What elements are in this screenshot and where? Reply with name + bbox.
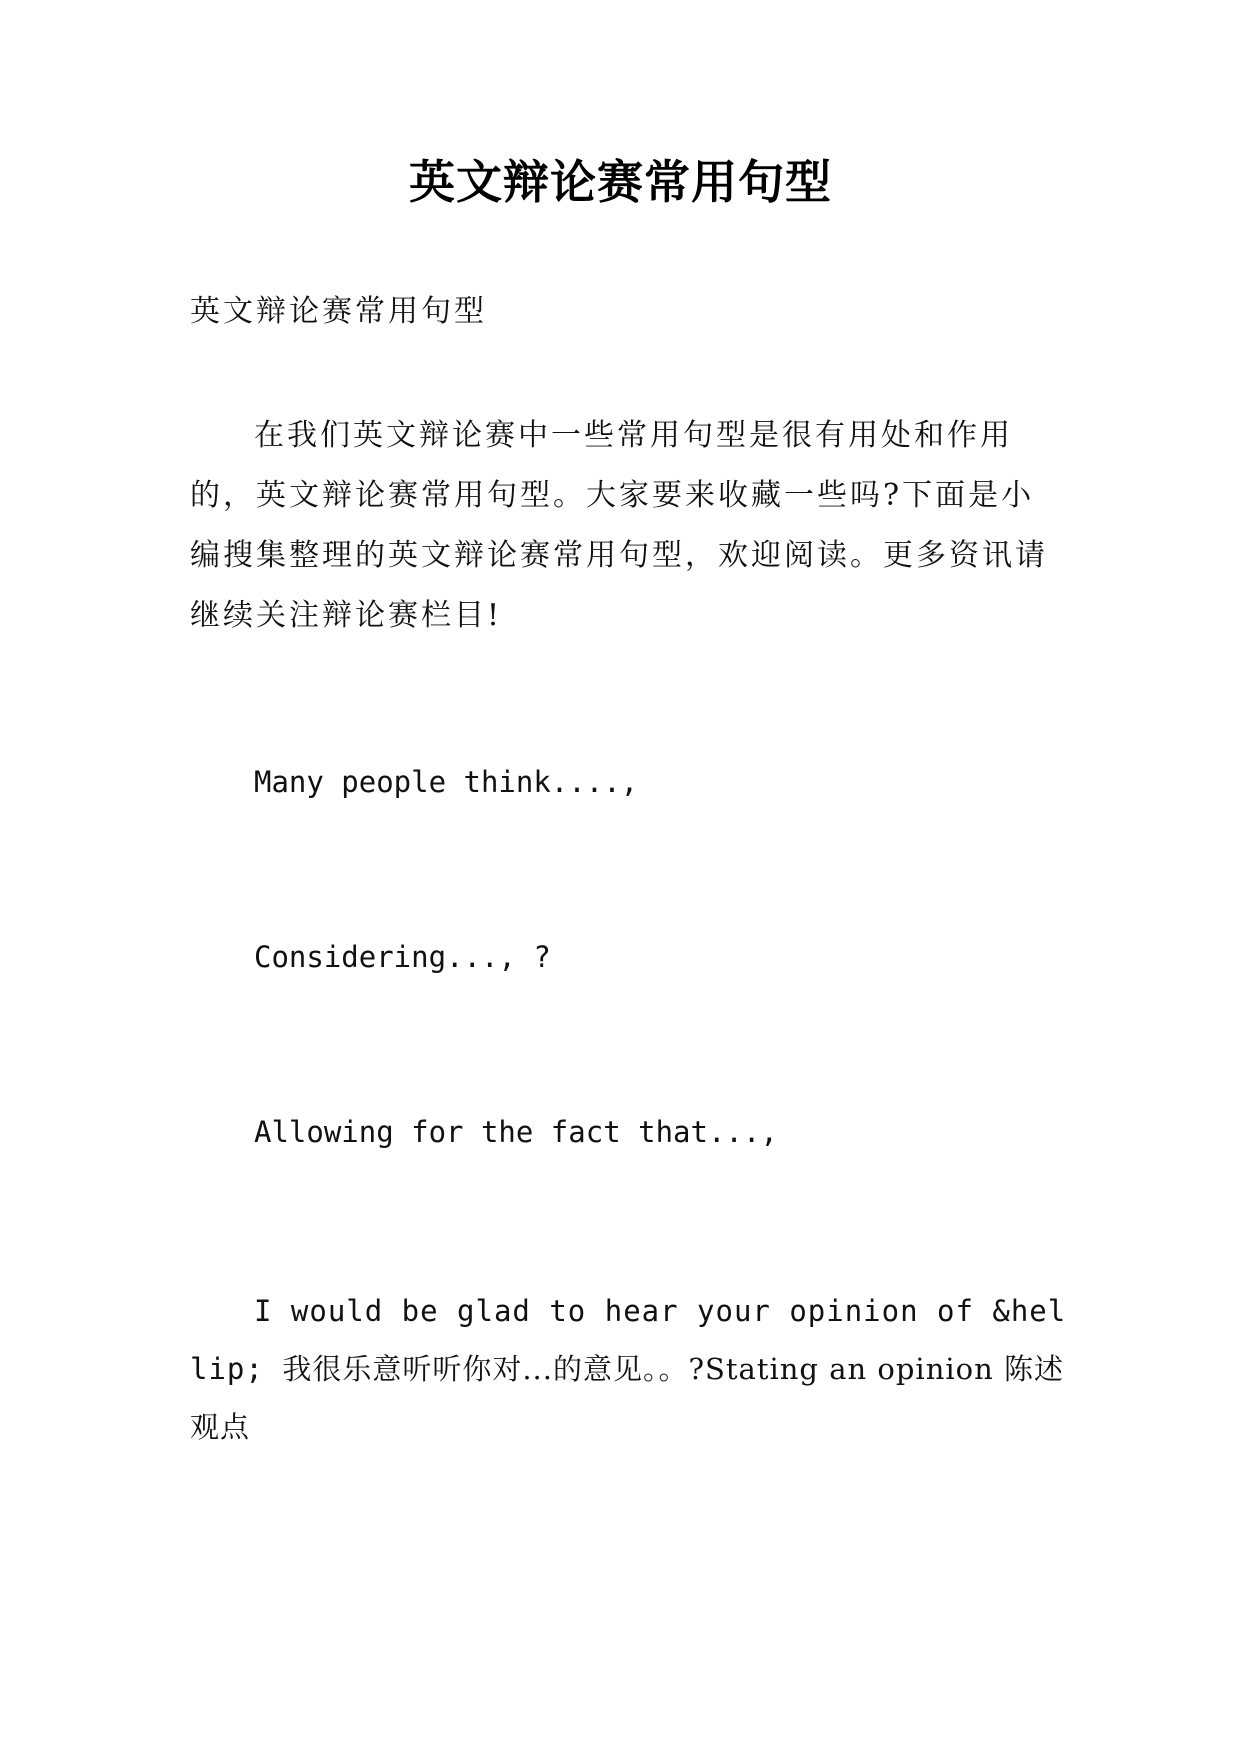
phrase-line: Allowing for the fact that...,: [254, 1115, 778, 1149]
opinion-paragraph-english: I would be glad to hear your opinion of &hellip;: [190, 1294, 1067, 1386]
phrase-line: Considering..., ?: [254, 940, 551, 974]
intro-paragraph: 在我们英文辩论赛中一些常用句型是很有用处和作用的，英文辩论赛常用句型。大家要来收藏一些吗?下面是小编搜集整理的英文辩论赛常用句型，欢迎阅读。更多资讯请继续关注辩论赛栏目!: [190, 418, 1048, 633]
document-title: 英文辩论赛常用句型: [409, 155, 832, 209]
opinion-paragraph: [190, 1282, 1070, 1456]
document-subtitle: 英文辩论赛常用句型: [190, 294, 487, 329]
phrase-line: Many people think....,: [254, 765, 639, 799]
opinion-paragraph-chinese: 我很乐意听听你对...的意见。。?Stating an opinion 陈述观点: [190, 1352, 1065, 1444]
